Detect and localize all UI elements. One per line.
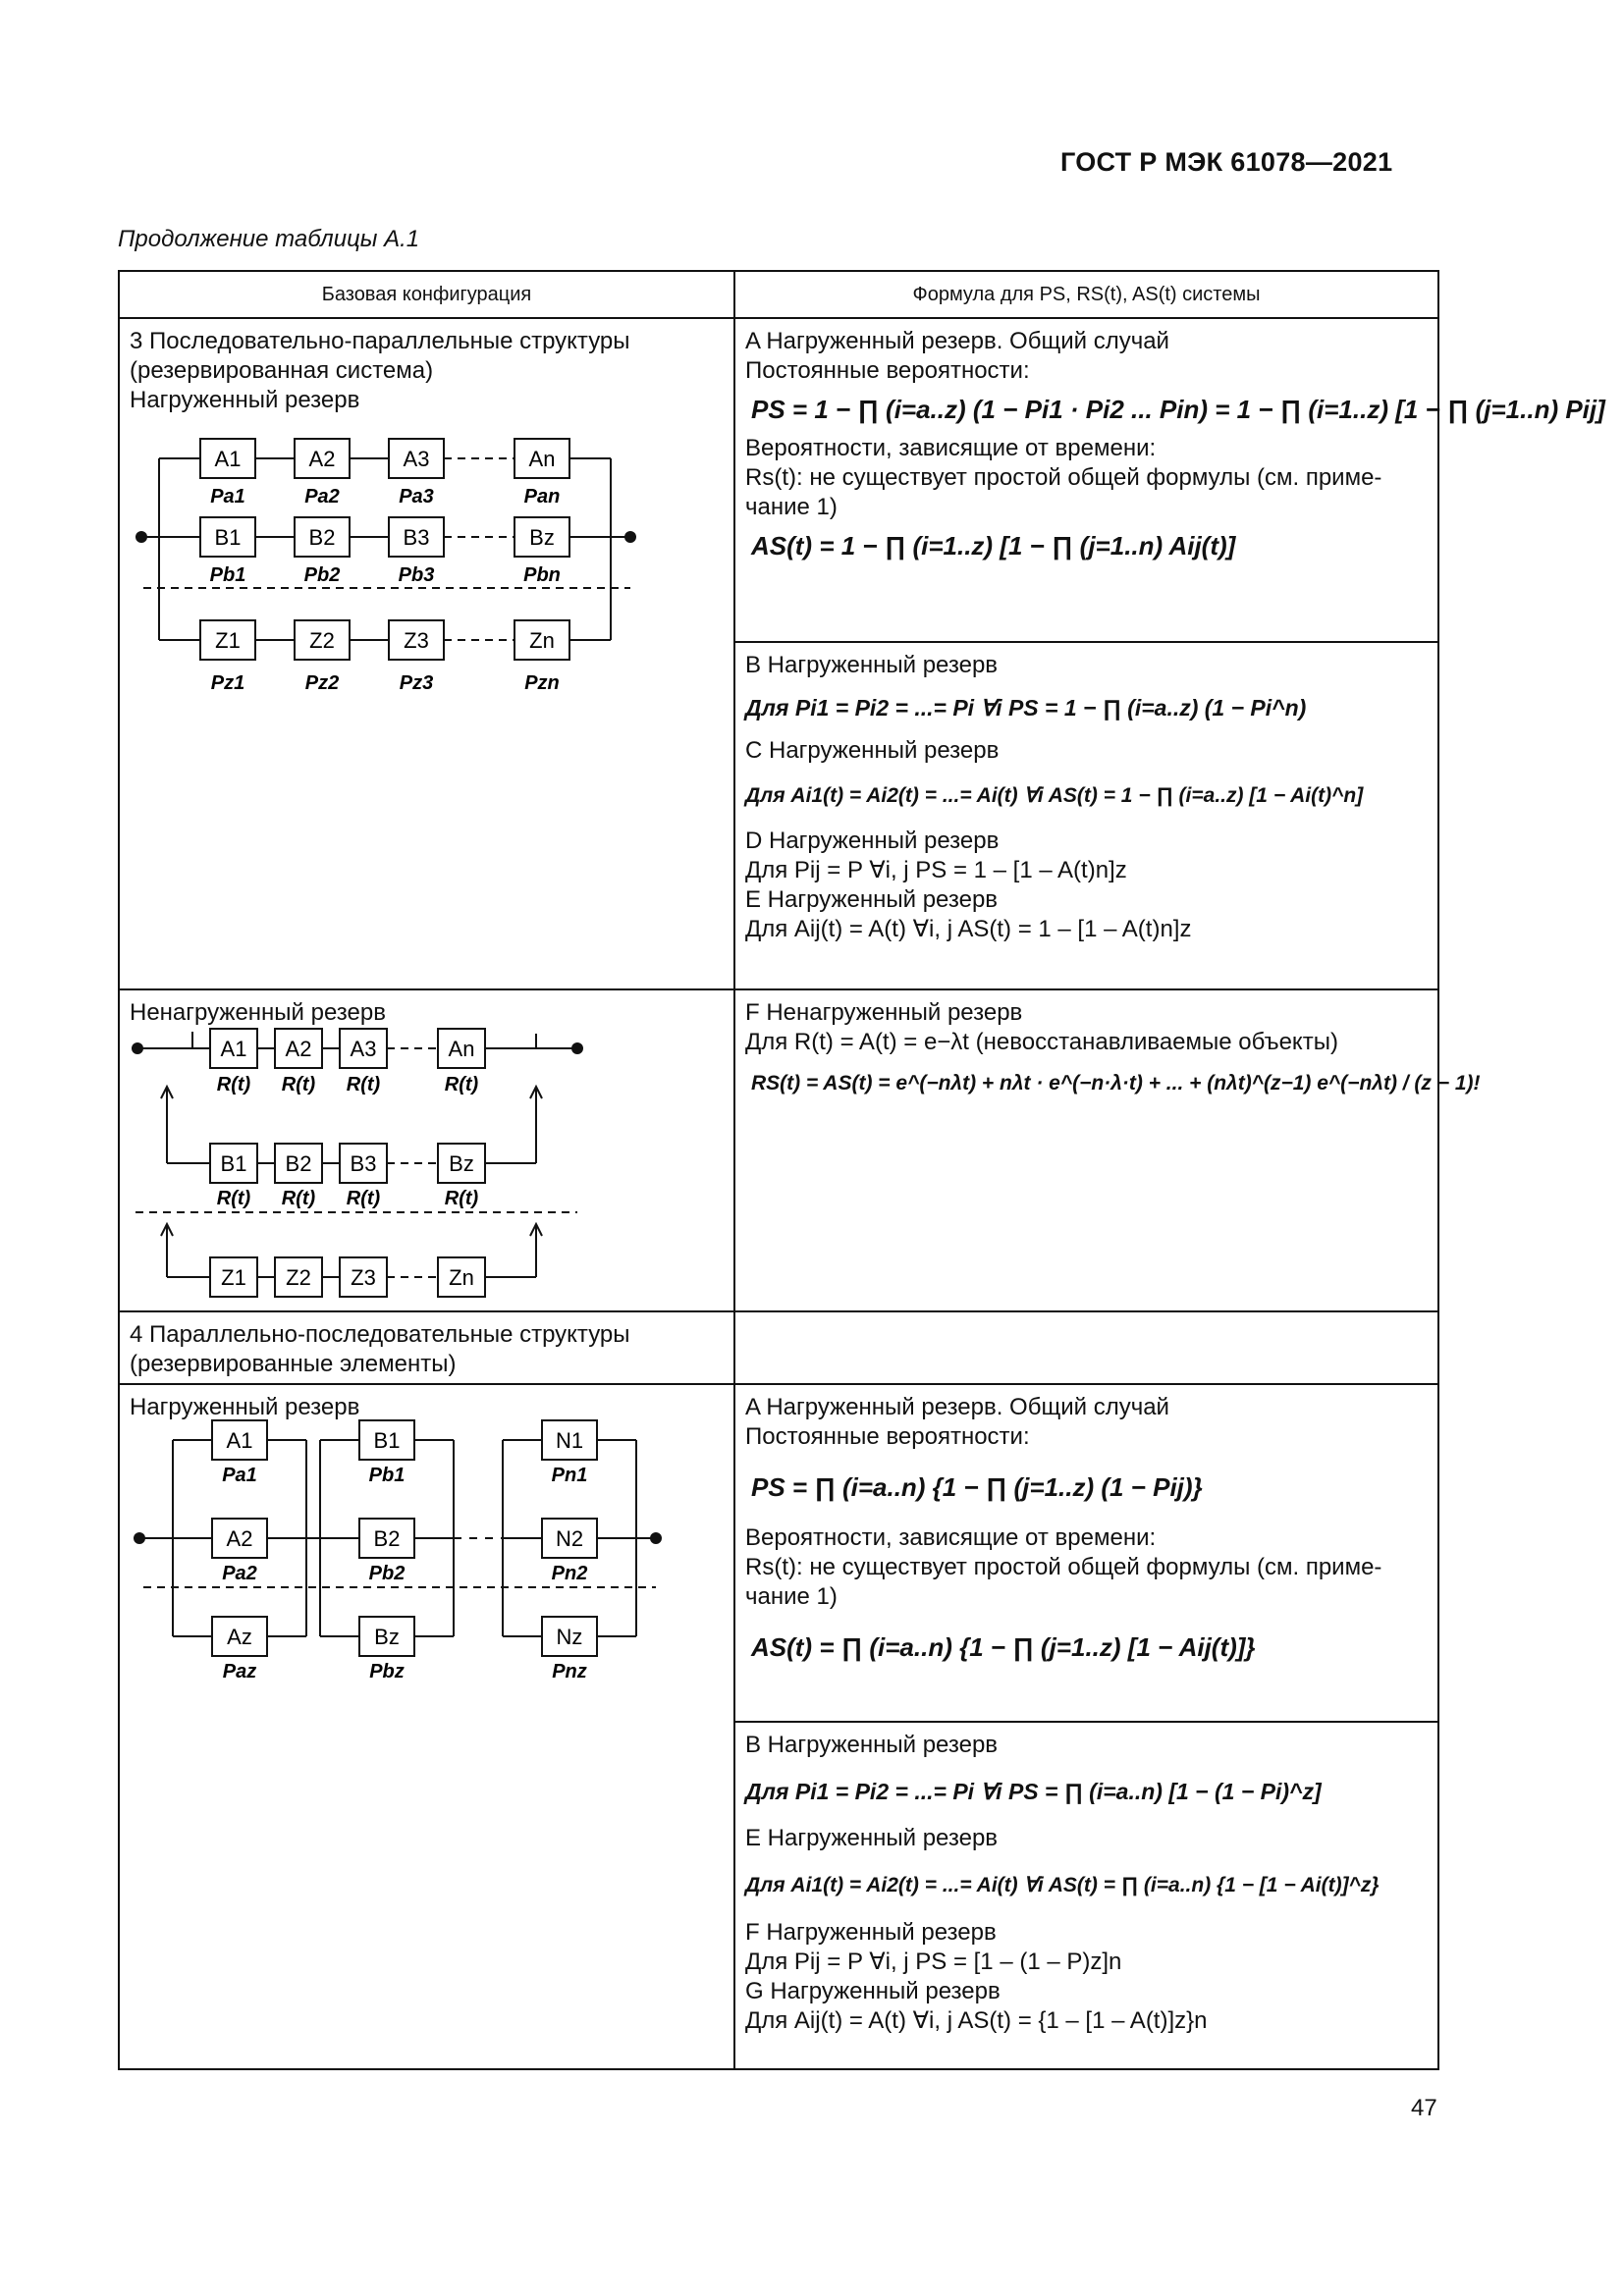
case-title: D Нагруженный резерв bbox=[745, 828, 1000, 854]
prob-label: Pbn bbox=[523, 564, 561, 586]
block-label: N1 bbox=[555, 1428, 584, 1453]
case-text: Постоянные вероятности: bbox=[745, 357, 1030, 384]
block-label: B2 bbox=[373, 1526, 401, 1551]
case-title: B Нагруженный резерв bbox=[745, 1732, 999, 1758]
table-row bbox=[119, 989, 1438, 1311]
prob-label: Pz1 bbox=[210, 672, 245, 694]
reliability-label: R(t) bbox=[346, 1074, 381, 1095]
block-label: A1 bbox=[220, 1037, 247, 1061]
row-subtitle: (резервированные элементы) bbox=[130, 1351, 457, 1377]
config-cell-standby bbox=[119, 989, 734, 1311]
formula: Для Pi1 = Pi2 = ...= Pi ∀i PS = ∏ (i=a..n) [1 − (1 − Pi)^z] bbox=[745, 1779, 1322, 1804]
prob-label: Pb1 bbox=[209, 564, 246, 586]
row-title: 3 Последовательно-параллельные структуры bbox=[130, 328, 630, 354]
prob-label: Pnz bbox=[552, 1661, 587, 1682]
case-text: Постоянные вероятности: bbox=[745, 1423, 1030, 1450]
reliability-label: R(t) bbox=[444, 1188, 479, 1209]
prob-label: Pz2 bbox=[304, 672, 340, 694]
formula: PS = ∏ (i=a..n) {1 − ∏ (j=1..z) (1 − Pij)} bbox=[751, 1472, 1203, 1502]
prob-label: Pb3 bbox=[398, 564, 435, 586]
case-title: C Нагруженный резерв bbox=[745, 736, 1000, 764]
case-title: E Нагруженный резерв bbox=[745, 886, 999, 913]
config-cell-4 bbox=[119, 1311, 734, 1384]
prob-label: Pn1 bbox=[551, 1465, 588, 1486]
block-label: Bz bbox=[449, 1151, 474, 1176]
output-terminal bbox=[624, 531, 636, 543]
table-header-row bbox=[119, 271, 1438, 318]
block-label: Bz bbox=[374, 1625, 400, 1649]
reliability-label: R(t) bbox=[216, 1074, 251, 1095]
col1-header: Базовая конфигурация bbox=[119, 271, 734, 318]
block-label: Az bbox=[227, 1625, 252, 1649]
col2-header: Формула для PS, RS(t), AS(t) системы bbox=[734, 271, 1438, 318]
block-label: B1 bbox=[220, 1151, 247, 1176]
reliability-label: R(t) bbox=[281, 1074, 316, 1095]
formula-cell-4a bbox=[734, 1384, 1438, 1722]
formula: AS(t) = ∏ (i=a..n) {1 − ∏ (j=1..z) [1 − Aij(t)]} bbox=[751, 1631, 1256, 1662]
case-text: Для Aij(t) = A(t) ∀i, j AS(t) = 1 – [1 – A(t)n]z bbox=[745, 916, 1192, 942]
input-terminal bbox=[132, 1042, 143, 1054]
formula-cell-3b bbox=[734, 642, 1438, 989]
block-label: Z2 bbox=[286, 1265, 311, 1290]
prob-label: Pb2 bbox=[303, 564, 341, 586]
block-label: A1 bbox=[214, 447, 242, 471]
case-text: чание 1) bbox=[745, 1582, 838, 1610]
parallel-series-diagram bbox=[130, 1411, 719, 1705]
case-title: A Нагруженный резерв. Общий случай bbox=[745, 328, 1169, 354]
formula: RS(t) = AS(t) = e^(−nλt) + nλt · e^(−n·λ·t) + ... + (nλt)^(z−1) e^(−nλt) / (z − 1)! bbox=[751, 1072, 1481, 1095]
prob-label: Pan bbox=[523, 486, 561, 507]
formula: AS(t) = 1 − ∏ (i=1..z) [1 − ∏ (j=1..n) Aij(t)] bbox=[751, 530, 1236, 561]
prob-label: Pa2 bbox=[222, 1563, 257, 1584]
block-label: B2 bbox=[308, 525, 336, 550]
block-label: A2 bbox=[285, 1037, 312, 1061]
block-label: An bbox=[448, 1037, 475, 1061]
block-label: An bbox=[528, 447, 556, 471]
case-text: чание 1) bbox=[745, 493, 838, 520]
formula-cell-4b bbox=[734, 1722, 1438, 2069]
block-label: B1 bbox=[373, 1428, 401, 1453]
page-number: 47 bbox=[1411, 2095, 1437, 2121]
row-title: 4 Параллельно-последовательные структуры bbox=[130, 1321, 630, 1348]
block-label: A1 bbox=[226, 1428, 253, 1453]
prob-label: Pa3 bbox=[399, 486, 434, 507]
case-title: E Нагруженный резерв bbox=[745, 1824, 999, 1851]
table-row bbox=[119, 1384, 1438, 1722]
block-label: Z3 bbox=[404, 628, 429, 653]
block-label: N2 bbox=[555, 1526, 584, 1551]
case-text: Для Pij = P ∀i, j PS = 1 – [1 – A(t)n]z bbox=[745, 857, 1127, 883]
standby-diagram bbox=[130, 1014, 719, 1299]
output-terminal bbox=[650, 1532, 662, 1544]
formula: Для Ai1(t) = Ai2(t) = ...= Ai(t) ∀i AS(t) = ∏ (i=a..n) {1 − [1 − Ai(t)]^z} bbox=[745, 1873, 1380, 1896]
block-label: Z3 bbox=[351, 1265, 376, 1290]
block-label: A3 bbox=[403, 447, 430, 471]
prob-label: Pb1 bbox=[368, 1465, 406, 1486]
table-row bbox=[119, 1311, 1438, 1384]
block-label: A2 bbox=[226, 1526, 253, 1551]
block-label: Zn bbox=[449, 1265, 474, 1290]
case-text: Rs(t): не существует простой общей формулы (см. приме- bbox=[745, 1553, 1382, 1580]
block-label: A3 bbox=[350, 1037, 377, 1061]
config-cell-3 bbox=[119, 318, 734, 989]
prob-label: Paz bbox=[222, 1661, 257, 1682]
block-label: B3 bbox=[350, 1151, 377, 1176]
block-label: A2 bbox=[308, 447, 336, 471]
block-label: B3 bbox=[403, 525, 430, 550]
case-title: F Нагруженный резерв bbox=[745, 1919, 997, 1946]
row-subtitle: Нагруженный резерв bbox=[130, 387, 360, 413]
case-text: Вероятности, зависящие от времени: bbox=[745, 1523, 1157, 1551]
formula: Для Ai1(t) = Ai2(t) = ...= Ai(t) ∀i AS(t) = 1 − ∏ (i=a..z) [1 − Ai(t)^n] bbox=[745, 783, 1364, 807]
reliability-label: R(t) bbox=[444, 1074, 479, 1095]
block-label: Z1 bbox=[221, 1265, 246, 1290]
block-label: Z2 bbox=[309, 628, 335, 653]
case-title: G Нагруженный резерв bbox=[745, 1978, 1001, 2004]
block-label: B2 bbox=[285, 1151, 312, 1176]
formula-cell-standby bbox=[734, 989, 1481, 1311]
prob-label: Pn2 bbox=[551, 1563, 588, 1584]
case-title: F Ненагруженный резерв bbox=[745, 999, 1023, 1026]
reliability-label: R(t) bbox=[216, 1188, 251, 1209]
formula: PS = 1 − ∏ (i=a..z) (1 − Pi1 · Pi2 ... Pin) = 1 − ∏ (i=1..z) [1 − ∏ (j=1..n) Pij] bbox=[751, 395, 1605, 424]
input-terminal bbox=[134, 1532, 145, 1544]
standard-designation: ГОСТ Р МЭК 61078—2021 bbox=[1060, 147, 1393, 177]
case-title: B Нагруженный резерв bbox=[745, 652, 999, 678]
prob-label: Pz3 bbox=[399, 672, 434, 694]
prob-label: Pbz bbox=[369, 1661, 405, 1682]
block-label: Bz bbox=[529, 525, 555, 550]
prob-label: Pa2 bbox=[304, 486, 340, 507]
input-terminal bbox=[135, 531, 147, 543]
prob-label: Pa1 bbox=[210, 486, 245, 507]
table-row bbox=[119, 318, 1438, 642]
block-label: Zn bbox=[529, 628, 555, 653]
table-caption: Продолжение таблицы А.1 bbox=[118, 226, 420, 252]
series-parallel-diagram bbox=[130, 419, 719, 714]
formula-cell-3a bbox=[734, 318, 1605, 642]
case-title: A Нагруженный резерв. Общий случай bbox=[745, 1394, 1169, 1420]
config-cell-4-active bbox=[119, 1384, 734, 2069]
prob-label: Pb2 bbox=[368, 1563, 406, 1584]
block-label: Nz bbox=[556, 1625, 583, 1649]
output-terminal bbox=[571, 1042, 583, 1054]
prob-label: Pzn bbox=[524, 672, 560, 694]
block-label: B1 bbox=[214, 525, 242, 550]
case-text: Для Aij(t) = A(t) ∀i, j AS(t) = {1 – [1 – A(t)]z}n bbox=[745, 2007, 1208, 2034]
block-label: Z1 bbox=[215, 628, 241, 653]
case-text: Для Pij = P ∀i, j PS = [1 – (1 – P)z]n bbox=[745, 1949, 1122, 1975]
row-title: Ненагруженный резерв bbox=[130, 999, 386, 1026]
reliability-label: R(t) bbox=[346, 1188, 381, 1209]
case-text: Вероятности, зависящие от времени: bbox=[745, 434, 1157, 461]
formula-cell-empty bbox=[734, 1311, 1438, 1384]
prob-label: Pa1 bbox=[222, 1465, 257, 1486]
case-text: Rs(t): не существует простой общей формулы (см. приме- bbox=[745, 463, 1382, 491]
reliability-table bbox=[118, 270, 1605, 2070]
case-text: Для R(t) = A(t) = e−λt (невосстанавливаемые объекты) bbox=[745, 1029, 1338, 1055]
row-title: Нагруженный резерв bbox=[130, 1394, 360, 1420]
row-subtitle: (резервированная система) bbox=[130, 357, 434, 384]
formula: Для Pi1 = Pi2 = ...= Pi ∀i PS = 1 − ∏ (i=a..z) (1 − Pi^n) bbox=[745, 695, 1307, 721]
reliability-label: R(t) bbox=[281, 1188, 316, 1209]
